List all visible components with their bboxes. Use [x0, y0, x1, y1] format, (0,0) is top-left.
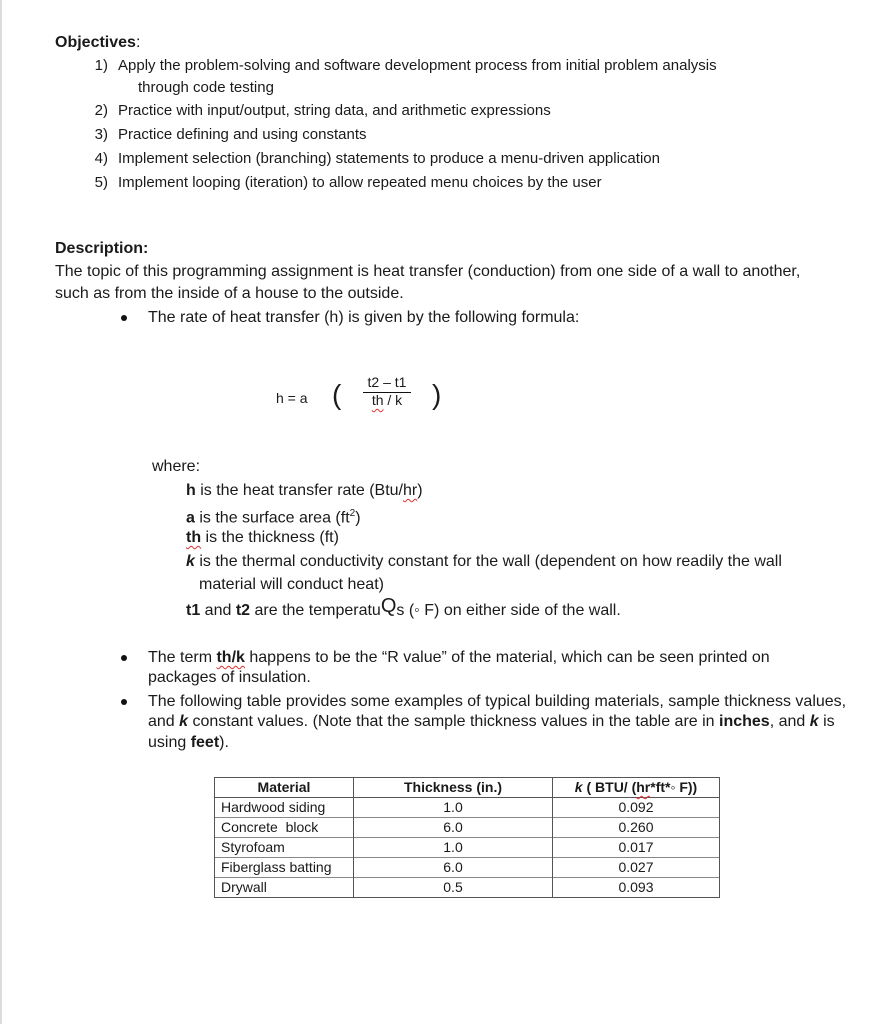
objective-item-4	[80, 149, 660, 169]
header-k	[553, 778, 720, 798]
term: th	[186, 529, 202, 546]
description-paragraph-line1: The topic of this programming assignment is heat transfer (conduction) from one side of a wall to another,	[55, 263, 801, 280]
cell-thickness: 1.0	[354, 838, 553, 858]
cell-k: 0.092	[553, 798, 720, 818]
table-note-line2	[148, 712, 835, 732]
term: k	[186, 553, 195, 570]
objectives-colon: :	[135, 34, 141, 51]
formula-close-paren: )	[432, 379, 442, 410]
cell-k: 0.027	[553, 858, 720, 878]
table-row	[215, 838, 720, 858]
definition-h	[186, 481, 423, 501]
cell-thickness: 1.0	[354, 798, 553, 818]
cell-k: 0.260	[553, 818, 720, 838]
definition-t1-t2	[186, 595, 621, 621]
header-material: Material	[215, 778, 354, 798]
cell-k: 0.093	[553, 878, 720, 898]
table-row	[215, 858, 720, 878]
heat-transfer-formula	[276, 370, 456, 420]
rvalue-note-line1	[148, 648, 770, 668]
description-heading: Description:	[55, 240, 149, 257]
table-note-line3	[148, 733, 229, 753]
bullet-icon	[121, 655, 127, 661]
cell-material: Styrofoam	[215, 838, 354, 858]
objective-text: Implement selection (branching) statements to produce a menu-driven application	[118, 150, 660, 167]
definition-text: is the heat transfer rate (Btu/	[195, 482, 403, 499]
definition-text: are the temperatu	[250, 602, 381, 619]
overlay-glyph: Q	[380, 595, 397, 617]
header-thickness: Thickness (in.)	[354, 778, 553, 798]
term: k	[809, 713, 819, 730]
formula-numerator: t2 – t1	[367, 374, 407, 390]
units-text: ( BTU/ (	[582, 779, 637, 795]
term: t2	[235, 602, 251, 619]
description-paragraph-line2: such as from the inside of a house to the outside.	[55, 285, 404, 302]
definition-tail: s (◦ F) on either side of the wall.	[396, 602, 621, 619]
cell-thickness: 0.5	[354, 878, 553, 898]
table-header-row	[215, 778, 720, 798]
text: happens to be the “R value” of the material, which can be seen printed on	[244, 649, 770, 666]
bullet-icon	[121, 315, 127, 321]
formula-lhs: h = a	[276, 390, 308, 406]
definition-k-cont: material will conduct heat)	[199, 576, 384, 593]
cell-material: Drywall	[215, 878, 354, 898]
formula-open-paren: (	[332, 379, 342, 410]
objective-text: Apply the problem-solving and software development process from initial problem analysis	[118, 57, 717, 74]
definition-text: is the surface area (ft	[194, 509, 350, 527]
text: ).	[219, 734, 229, 751]
materials-table	[214, 777, 720, 898]
cell-material: Concrete block	[215, 818, 354, 838]
text: using	[148, 734, 191, 751]
table-note-line1: The following table provides some examples of typical building materials, sample thickness values,	[148, 693, 847, 710]
table-row	[215, 878, 720, 898]
formula-denominator	[364, 392, 410, 408]
k-symbol: k	[574, 779, 583, 795]
objectives-heading-text: Objectives	[55, 34, 136, 51]
text: and	[148, 713, 180, 730]
term: a	[186, 509, 195, 527]
formula-intro: The rate of heat transfer (h) is given by the following formula:	[148, 309, 580, 326]
formula-th: th	[371, 392, 384, 408]
objective-item-5	[80, 173, 602, 193]
definition-text: is the thermal conductivity constant for the wall (dependent on how readily the wall	[194, 553, 782, 570]
objective-number: 1)	[94, 57, 108, 74]
text: The term	[148, 649, 217, 666]
term: k	[179, 713, 189, 730]
emphasis: feet	[190, 734, 220, 751]
table-row	[215, 818, 720, 838]
definition-text: and	[200, 602, 236, 619]
definition-tail: )	[417, 482, 423, 499]
objective-item-1	[80, 56, 717, 76]
units-text: *ft*◦ F))	[650, 779, 698, 795]
term: th/k	[216, 649, 245, 666]
definition-k	[186, 552, 782, 572]
objective-number: 3)	[94, 126, 108, 143]
spellcheck-word: hr	[403, 482, 418, 499]
rvalue-note-line2: packages of insulation.	[148, 669, 311, 686]
term: t1	[186, 602, 201, 619]
text: constant values. (Note that the sample thickness values in the table are in	[188, 713, 720, 730]
cell-thickness: 6.0	[354, 858, 553, 878]
emphasis: inches	[719, 713, 770, 730]
formula-k: / k	[383, 392, 403, 408]
objective-text: Practice with input/output, string data, and arithmetic expressions	[118, 102, 551, 119]
text: , and	[769, 713, 810, 730]
objective-number: 2)	[94, 102, 108, 119]
where-label: where:	[152, 458, 201, 475]
page-left-edge	[0, 0, 2, 1024]
objective-text: Implement looping (iteration) to allow repeated menu choices by the user	[118, 174, 602, 191]
definition-th	[186, 528, 339, 548]
text: is	[818, 713, 835, 730]
cell-material: Fiberglass batting	[215, 858, 354, 878]
bullet-icon	[121, 699, 127, 705]
table-row	[215, 798, 720, 818]
objective-number: 5)	[94, 174, 108, 191]
term: h	[186, 482, 196, 499]
objective-item-1-cont: through code testing	[138, 79, 274, 96]
objective-text: Practice defining and using constants	[118, 126, 367, 143]
definition-a	[186, 504, 361, 528]
objective-item-2	[80, 101, 551, 121]
objectives-heading	[55, 33, 140, 53]
superscript: 2	[349, 508, 356, 519]
definition-text: is the thickness (ft)	[201, 529, 339, 546]
cell-thickness: 6.0	[354, 818, 553, 838]
cell-k: 0.017	[553, 838, 720, 858]
cell-material: Hardwood siding	[215, 798, 354, 818]
objective-number: 4)	[94, 150, 108, 167]
spellcheck-word: hr	[636, 779, 651, 795]
definition-tail: )	[355, 509, 361, 527]
objective-item-3	[80, 125, 367, 145]
